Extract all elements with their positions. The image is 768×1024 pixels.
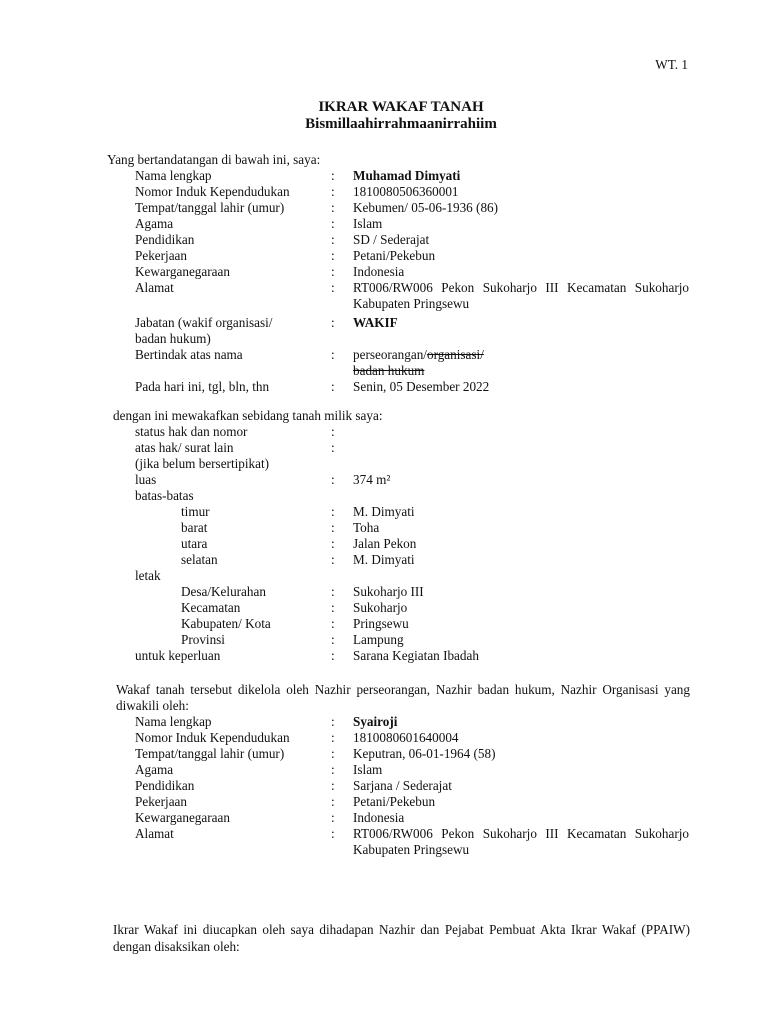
jabatan-label-line1: Jabatan (wakif organisasi/ (135, 315, 273, 330)
field-label: Kabupaten/ Kota (181, 616, 271, 631)
field-label: timur (181, 504, 210, 519)
document-subtitle: Bismillaahirrahmaanirrahiim (305, 116, 497, 132)
location-village: Sukoharjo III (353, 584, 424, 599)
colon: : (331, 762, 335, 777)
empty-value (353, 456, 689, 472)
wakif-nik: 1810080506360001 (353, 184, 459, 199)
colon: : (331, 778, 335, 793)
location-regency: Pringsewu (353, 616, 409, 631)
wakif-citizenship: Indonesia (353, 264, 405, 279)
closing-text: Ikrar Wakaf ini diucapkan oleh saya dihadapan Nazhir dan Pejabat Pembuat Akta Ikrar Wakaf (PPAIW) dengan disaksikan oleh: (113, 922, 690, 954)
field-label: Kewarganegaraan (135, 264, 230, 279)
empty-colon (331, 488, 353, 504)
field-label: Nomor Induk Kependudukan (135, 184, 290, 199)
field-label: Alamat (135, 826, 174, 841)
field-label: luas (135, 472, 157, 487)
border-east: M. Dimyati (353, 504, 415, 519)
colon: : (331, 200, 335, 215)
wakif-acting-on-behalf (353, 347, 689, 379)
wakif-role: WAKIF (353, 315, 398, 330)
empty-colon (331, 568, 353, 584)
colon: : (331, 315, 335, 330)
wakif-name: Muhamad Dimyati (353, 168, 461, 183)
field-label: batas-batas (135, 488, 194, 503)
field-label (135, 315, 331, 347)
nazhir-name: Syairoji (353, 714, 398, 729)
nazhir-section (135, 714, 689, 858)
field-label: Provinsi (181, 632, 225, 647)
nazhir-intro-text: Wakaf tanah tersebut dikelola oleh Nazhir perseorangan, Nazhir badan hukum, Nazhir Organisasi yang diwakili oleh: (116, 682, 690, 713)
colon: : (331, 216, 335, 231)
field-label: status hak dan nomor (135, 424, 248, 439)
colon: : (331, 616, 335, 631)
wakif-occupation: Petani/Pekebun (353, 248, 436, 263)
colon: : (331, 472, 335, 487)
empty-colon (331, 456, 353, 472)
colon: : (331, 632, 335, 647)
colon: : (331, 248, 335, 263)
nazhir-religion: Islam (353, 762, 383, 777)
border-south: M. Dimyati (353, 552, 415, 567)
nazhir-address: RT006/RW006 Pekon Sukoharjo III Kecamatan Sukoharjo Kabupaten Pringsewu (353, 826, 689, 857)
intro-text: Yang bertandatangan di bawah ini, saya: (107, 152, 321, 167)
field-label: untuk keperluan (135, 648, 221, 663)
location-district: Sukoharjo (353, 600, 408, 615)
field-label: Kewarganegaraan (135, 810, 230, 825)
nazhir-nik: 1810080601640004 (353, 730, 459, 745)
colon: : (331, 714, 335, 729)
document-title: IKRAR WAKAF TANAH (318, 99, 484, 115)
colon: : (331, 746, 335, 761)
nazhir-education: Sarjana / Sederajat (353, 778, 452, 793)
field-label: Pendidikan (135, 778, 195, 793)
wakif-section (135, 168, 689, 395)
field-label: Pekerjaan (135, 248, 187, 263)
field-label: Tempat/tanggal lahir (umur) (135, 200, 285, 215)
colon: : (331, 264, 335, 279)
field-label: Nama lengkap (135, 168, 212, 183)
colon: : (331, 184, 335, 199)
field-label: letak (135, 568, 161, 583)
field-label: Pekerjaan (135, 794, 187, 809)
acting-struck-2: badan hukum (353, 363, 425, 378)
nazhir-birth: Keputran, 06-01-1964 (58) (353, 746, 496, 761)
colon: : (331, 424, 335, 439)
colon: : (331, 347, 335, 362)
wakif-education: SD / Sederajat (353, 232, 430, 247)
field-label: Agama (135, 762, 174, 777)
colon: : (331, 730, 335, 745)
field-label: Pendidikan (135, 232, 195, 247)
nazhir-occupation: Petani/Pekebun (353, 794, 436, 809)
field-label: Nama lengkap (135, 714, 212, 729)
land-purpose: Sarana Kegiatan Ibadah (353, 648, 479, 663)
field-label: Bertindak atas nama (135, 347, 243, 362)
colon: : (331, 810, 335, 825)
wakif-birth: Kebumen/ 05-06-1936 (86) (353, 200, 499, 215)
field-label: Nomor Induk Kependudukan (135, 730, 290, 745)
colon: : (331, 584, 335, 599)
field-label: Tempat/tanggal lahir (umur) (135, 746, 285, 761)
jabatan-label-line2: badan hukum) (135, 331, 211, 346)
land-section (135, 424, 689, 664)
field-label: Desa/Kelurahan (181, 584, 266, 599)
colon: : (331, 648, 335, 663)
colon: : (331, 280, 335, 295)
ikrar-date: Senin, 05 Desember 2022 (353, 379, 490, 394)
form-code: WT. 1 (655, 57, 688, 72)
border-west: Toha (353, 520, 380, 535)
colon: : (331, 440, 335, 455)
colon: : (331, 794, 335, 809)
nazhir-citizenship: Indonesia (353, 810, 405, 825)
field-label: Agama (135, 216, 174, 231)
colon: : (331, 536, 335, 551)
empty-value (353, 488, 689, 504)
wakif-religion: Islam (353, 216, 383, 231)
field-label: selatan (181, 552, 218, 567)
colon: : (331, 600, 335, 615)
acting-struck-1: organisasi/ (426, 347, 484, 362)
field-label: Kecamatan (181, 600, 241, 615)
empty-value (353, 424, 689, 440)
colon: : (331, 826, 335, 841)
colon: : (331, 168, 335, 183)
field-label: Alamat (135, 280, 174, 295)
colon: : (331, 520, 335, 535)
colon: : (331, 552, 335, 567)
field-label: barat (181, 520, 208, 535)
wakif-address: RT006/RW006 Pekon Sukoharjo III Kecamatan Sukoharjo Kabupaten Pringsewu (353, 280, 689, 311)
colon: : (331, 232, 335, 247)
empty-value (353, 568, 689, 584)
field-label: Pada hari ini, tgl, bln, thn (135, 379, 270, 394)
colon: : (331, 379, 335, 394)
field-label: atas hak/ surat lain (135, 440, 234, 455)
land-intro-text: dengan ini mewakafkan sebidang tanah milik saya: (113, 408, 383, 423)
field-label: utara (181, 536, 208, 551)
border-north: Jalan Pekon (353, 536, 417, 551)
acting-plain: perseorangan/ (353, 347, 427, 362)
field-label: (jika belum bersertipikat) (135, 456, 270, 471)
land-area: 374 m² (353, 472, 391, 487)
colon: : (331, 504, 335, 519)
location-province: Lampung (353, 632, 404, 647)
empty-value (353, 440, 689, 456)
